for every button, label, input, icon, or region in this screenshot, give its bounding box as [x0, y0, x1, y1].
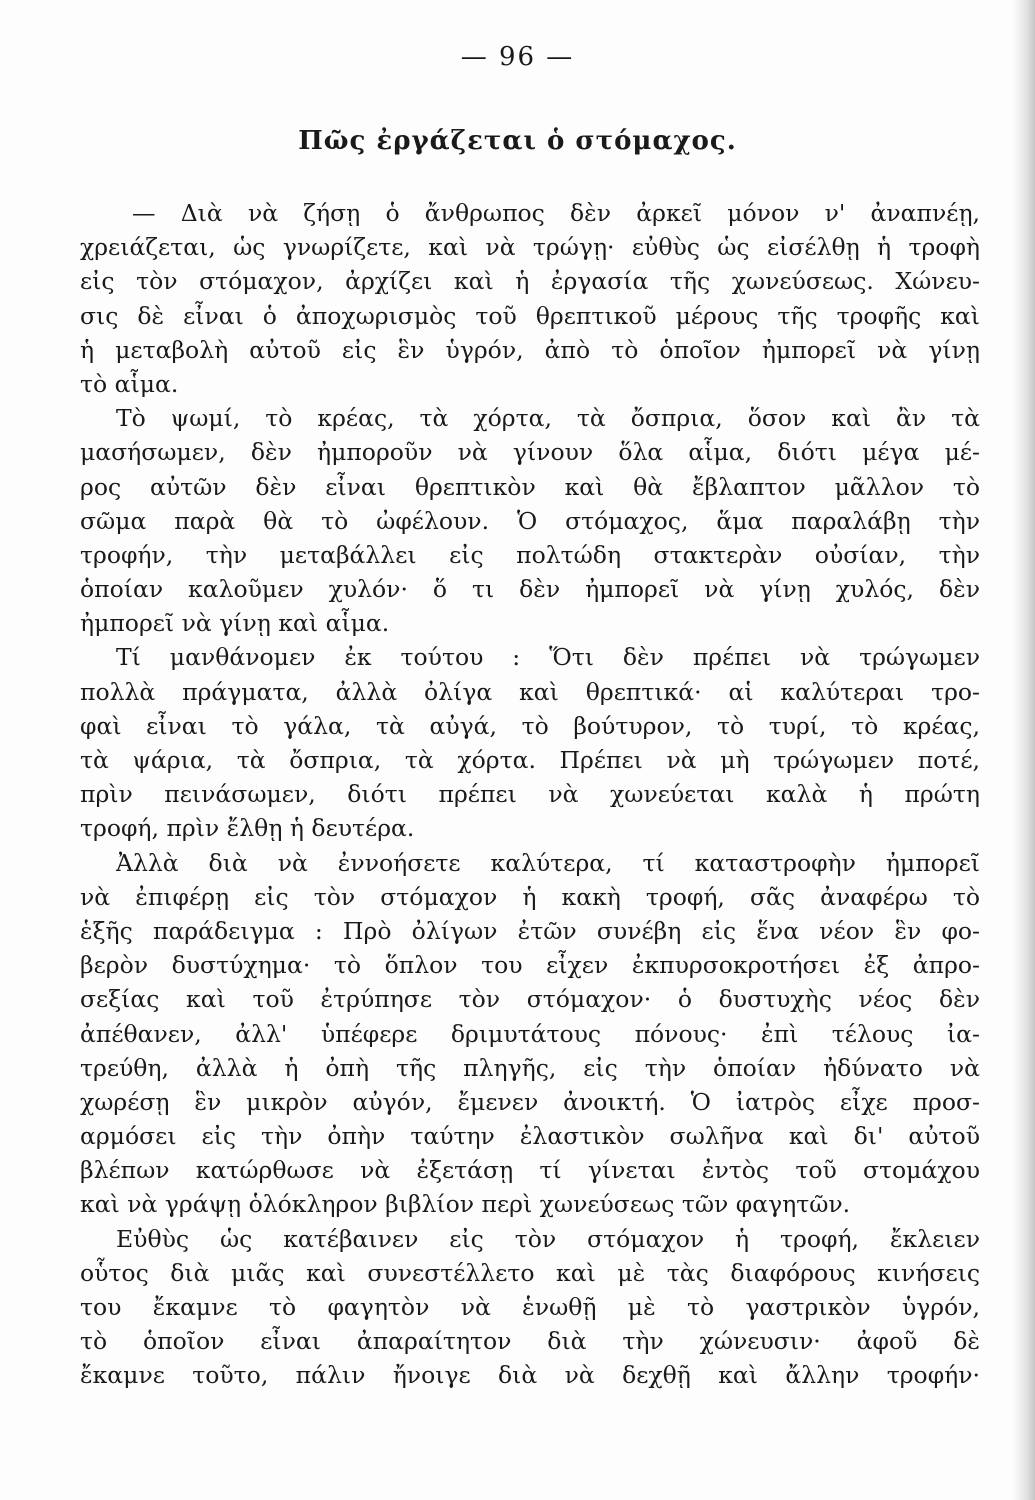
text-line: εἰς τὸν στόμαχον, ἀρχίζει καὶ ἡ ἐργασία τῆς χωνεύσεως. Χώνευ-: [80, 267, 980, 296]
text-line: χωρέσῃ ἓν μικρὸν αὐγόν, ἔμενεν ἀνοικτή. Ὁ ἰατρὸς εἶχε προσ-: [80, 1087, 980, 1116]
text-line: βερὸν δυστύχημα· τὸ ὅπλον του εἶχεν ἐκπυρσοκροτήσει ἐξ ἀπρο-: [80, 951, 980, 980]
page-edge-shadow: [1013, 0, 1035, 1500]
text-line: ἔκαμνε τοῦτο, πάλιν ἤνοιγε διὰ νὰ δεχθῇ καὶ ἄλλην τροφήν·: [80, 1361, 980, 1390]
text-line: σις δὲ εἶναι ὁ ἀποχωρισμὸς τοῦ θρεπτικοῦ μέρους τῆς τροφῆς καὶ: [80, 301, 980, 330]
text-line: σῶμα παρὰ θὰ τὸ ὠφέλουν. Ὁ στόμαχος, ἅμα παραλάβῃ τὴν: [80, 506, 980, 535]
text-line: Τὸ ψωμί, τὸ κρέας, τὰ χόρτα, τὰ ὄσπρια, ὅσον καὶ ἂν τὰ: [116, 404, 980, 433]
text-line: Ἀλλὰ διὰ νὰ ἐννοήσετε καλύτερα, τί καταστροφὴν ἠμπορεῖ: [116, 848, 980, 877]
text-line: τὰ ψάρια, τὰ ὄσπρια, τὰ χόρτα. Πρέπει νὰ μὴ τρώγωμεν ποτέ,: [80, 746, 980, 774]
text-line: Τί μανθάνομεν ἐκ τούτου : Ὅτι δὲν πρέπει νὰ τρώγωμεν: [116, 643, 980, 672]
text-line: ἑξῆς παράδειγμα : Πρὸ ὀλίγων ἐτῶν συνέβη εἰς ἕνα νέον ἓν φο-: [80, 916, 980, 945]
text-line: τὸ αἷμα.: [80, 369, 179, 398]
text-line: ἠμπορεῖ νὰ γίνῃ καὶ αἷμα.: [80, 609, 390, 638]
text-line: φαὶ εἶναι τὸ γάλα, τὰ αὐγά, τὸ βούτυρον, τὸ τυρί, τὸ κρέας,: [80, 711, 980, 740]
text-line: ἀπέθανεν, ἀλλ' ὑπέφερε δριμυτάτους πόνους· ἐπὶ τέλους ἰα-: [80, 1019, 980, 1048]
text-line: πρὶν πεινάσωμεν, διότι πρέπει νὰ χωνεύεται καλὰ ἡ πρώτη: [80, 780, 980, 809]
text-line: τροφή, πρὶν ἔλθῃ ἡ δευτέρα.: [80, 814, 415, 843]
text-line: βλέπων κατώρθωσε νὰ ἐξετάσῃ τί γίνεται ἐντὸς τοῦ στομάχου: [80, 1156, 980, 1185]
text-line: χρειάζεται, ὡς γνωρίζετε, καὶ νὰ τρώγῃ· εὐθὺς ὡς εἰσέλθῃ ἡ τροφὴ: [80, 233, 980, 262]
page-number: — 96 —: [460, 42, 575, 72]
text-line: ἡ μεταβολὴ αὐτοῦ εἰς ἓν ὑγρόν, ἀπὸ τὸ ὁποῖον ἠμπορεῖ νὰ γίνῃ: [80, 335, 980, 364]
text-line: μασήσωμεν, δὲν ἠμποροῦν νὰ γίνουν ὅλα αἷμα, διότι μέγα μέ-: [80, 438, 980, 467]
text-line: Εὐθὺς ὡς κατέβαινεν εἰς τὸν στόμαχον ἡ τροφή, ἔκλειεν: [116, 1224, 980, 1253]
text-line: νὰ ἐπιφέρῃ εἰς τὸν στόμαχον ἡ κακὴ τροφή, σᾶς ἀναφέρω τὸ: [80, 882, 980, 911]
text-line: πολλὰ πράγματα, ἀλλὰ ὀλίγα καὶ θρεπτικά· αἱ καλύτεραι τρο-: [80, 677, 980, 706]
text-line: τροφήν, τὴν μεταβάλλει εἰς πολτώδη στακτερὰν οὐσίαν, τὴν: [80, 540, 980, 569]
text-line: ὁποίαν καλοῦμεν χυλόν· ὅ τι δὲν ἠμπορεῖ νὰ γίνῃ χυλός, δὲν: [80, 575, 980, 604]
text-line: ρος αὐτῶν δὲν εἶναι θρεπτικὸν καὶ θὰ ἔβλαπτον μᾶλλον τὸ: [80, 472, 980, 501]
text-line: οὗτος διὰ μιᾶς καὶ συνεστέλλετο καὶ μὲ τὰς διαφόρους κινήσεις: [80, 1258, 980, 1287]
text-line: τρεύθη, ἀλλὰ ἡ ὀπὴ τῆς πληγῆς, εἰς τὴν ὁποίαν ἠδύνατο νὰ: [80, 1053, 980, 1082]
text-line: τὸ ὁποῖον εἶναι ἀπαραίτητον διὰ τὴν χώνευσιν· ἀφοῦ δὲ: [80, 1327, 980, 1356]
body-text: [80, 196, 980, 1393]
text-line: — Διὰ νὰ ζήσῃ ὁ ἄνθρωπος δὲν ἀρκεῖ μόνον ν' ἀναπνέῃ,: [132, 199, 980, 227]
text-line: καὶ νὰ γράψῃ ὁλόκληρον βιβλίον περὶ χωνεύσεως τῶν φαγητῶν.: [80, 1190, 851, 1219]
text-line: αρμόσει εἰς τὴν ὀπὴν ταύτην ἐλαστικὸν σωλῆνα καὶ δι' αὐτοῦ: [80, 1122, 980, 1151]
text-line: του ἔκαμνε τὸ φαγητὸν νὰ ἑνωθῇ μὲ τὸ γαστρικὸν ὑγρόν,: [80, 1293, 980, 1321]
text-line: σεξίας καὶ τοῦ ἐτρύπησε τὸν στόμαχον· ὁ δυστυχὴς νέος δὲν: [80, 985, 980, 1014]
section-heading: Πῶς ἐργάζεται ὁ στόμαχος.: [298, 126, 737, 156]
